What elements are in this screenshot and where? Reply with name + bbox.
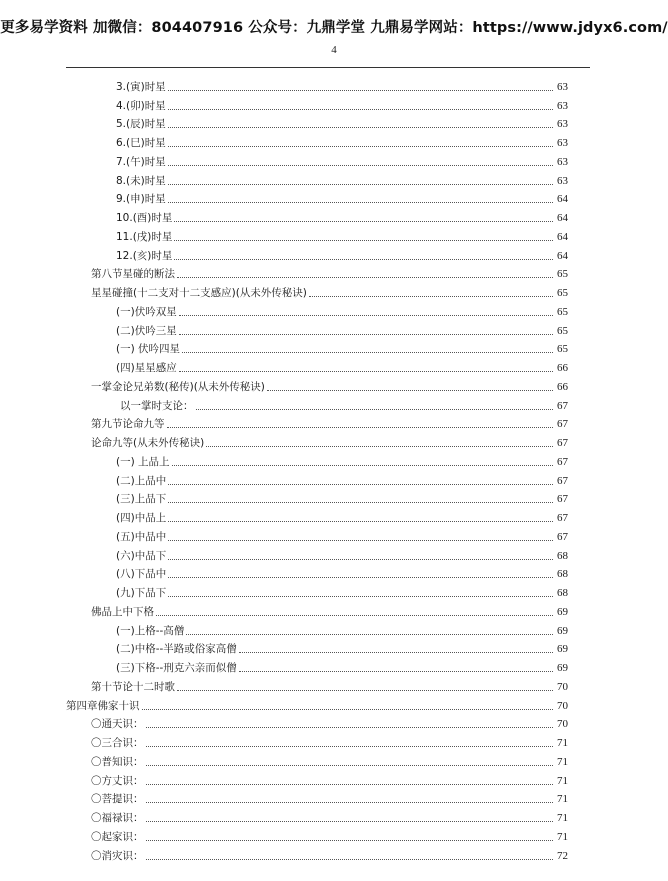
toc-entry-page-number: 67 (557, 474, 568, 487)
dot-leader (167, 427, 554, 428)
toc-entry-title: 第八节星碰的断法 (91, 268, 175, 281)
toc-entry-title: (二)上品中 (116, 474, 167, 487)
toc-entry-title: 3.(寅)时星 (116, 80, 166, 93)
toc-entry[interactable] (0, 413, 668, 432)
dot-leader (267, 390, 553, 391)
toc-entry[interactable] (0, 319, 668, 338)
toc-entry-page-number: 63 (557, 118, 568, 131)
toc-entry-page-number: 69 (557, 643, 568, 656)
toc-entry-title: 星星碰撞(十二支对十二支感应)(从未外传秘诀) (91, 287, 307, 299)
toc-entry[interactable] (0, 206, 668, 225)
toc-entry-title: 佛品上中下格 (91, 605, 154, 618)
toc-entry[interactable] (0, 225, 668, 244)
dot-leader (168, 521, 553, 522)
toc-entry-page-number: 72 (557, 849, 568, 862)
toc-entry-title: 7.(午)时星 (116, 155, 166, 168)
page-header: 更多易学资料 加微信：804407916 公众号：九鼎学堂 九鼎易学网站：https://www.jdyx6.com/ (0, 20, 668, 36)
toc-entry-page-number: 71 (557, 793, 568, 806)
toc-entry-page-number: 71 (557, 812, 568, 824)
toc-entry-page-number: 71 (557, 755, 568, 768)
toc-entry-title: 〇福禄识： (91, 812, 144, 824)
toc-entry-page-number: 66 (557, 380, 568, 393)
toc-entry-page-number: 63 (557, 174, 568, 187)
toc-entry[interactable] (0, 75, 668, 94)
toc-entry-page-number: 63 (557, 80, 568, 93)
toc-entry-page-number: 69 (557, 662, 568, 674)
dot-leader (168, 146, 553, 147)
toc-entry-page-number: 71 (557, 774, 568, 787)
toc-entry-title: (四)中品上 (116, 512, 167, 524)
dot-leader (146, 727, 554, 728)
toc-entry-title: (三)下格--刑克六亲而似僧 (116, 662, 237, 674)
dot-leader (182, 352, 553, 353)
dot-leader (186, 634, 553, 635)
toc-entry-page-number: 64 (557, 249, 568, 262)
toc-entry[interactable] (0, 281, 668, 300)
dot-leader (168, 484, 553, 485)
table-of-contents (0, 75, 668, 863)
toc-entry[interactable] (0, 544, 668, 563)
toc-entry-title: (四)星星感应 (116, 362, 177, 374)
toc-entry[interactable] (0, 750, 668, 769)
toc-entry-title: 〇普知识： (91, 755, 144, 768)
toc-entry-page-number: 68 (557, 587, 568, 599)
toc-entry-title: 〇方丈识： (91, 774, 144, 787)
dot-leader (146, 821, 554, 822)
dot-leader (146, 840, 554, 841)
toc-entry-title: 〇菩提识： (91, 793, 144, 806)
toc-entry-page-number: 71 (557, 830, 568, 843)
toc-entry-page-number: 67 (557, 399, 568, 412)
dot-leader (239, 652, 553, 653)
toc-entry[interactable] (0, 300, 668, 319)
toc-entry[interactable] (0, 694, 668, 713)
dot-leader (146, 802, 554, 803)
toc-entry[interactable] (0, 94, 668, 113)
dot-leader (168, 577, 553, 578)
toc-entry-page-number: 65 (557, 268, 568, 281)
toc-entry-page-number: 64 (557, 193, 568, 206)
dot-leader (168, 202, 553, 203)
dot-leader (168, 184, 553, 185)
toc-entry[interactable] (0, 506, 668, 525)
toc-entry[interactable] (0, 806, 668, 825)
toc-entry-title: (二)伏吟三星 (116, 324, 177, 337)
dot-leader (174, 221, 553, 222)
dot-leader (179, 315, 553, 316)
toc-entry[interactable] (0, 488, 668, 507)
toc-entry[interactable] (0, 450, 668, 469)
toc-entry[interactable] (0, 731, 668, 750)
toc-entry-title: (五)中品中 (116, 530, 167, 543)
toc-entry[interactable] (0, 431, 668, 450)
dot-leader (168, 109, 553, 110)
dot-leader (179, 334, 553, 335)
toc-entry[interactable] (0, 131, 668, 150)
toc-entry[interactable] (0, 844, 668, 863)
toc-entry[interactable] (0, 581, 668, 600)
toc-entry-page-number: 66 (557, 362, 568, 374)
toc-entry[interactable] (0, 469, 668, 488)
toc-entry[interactable] (0, 563, 668, 582)
toc-entry-title: 〇通天识： (91, 718, 144, 731)
toc-entry[interactable] (0, 356, 668, 375)
dot-leader (174, 240, 553, 241)
toc-entry[interactable] (0, 713, 668, 732)
toc-entry-page-number: 65 (557, 287, 568, 299)
toc-entry-title: 第十节论十二时歌 (91, 680, 175, 693)
toc-entry-page-number: 65 (557, 305, 568, 318)
toc-entry[interactable] (0, 375, 668, 394)
toc-entry[interactable] (0, 656, 668, 675)
toc-entry-title: (一) 伏吟四星 (116, 343, 181, 356)
toc-entry-title: 一掌金论兄弟数(秘传)(从未外传秘诀) (91, 380, 265, 393)
toc-entry-title: 以一掌时支论： (120, 399, 194, 412)
dot-leader (177, 690, 553, 691)
toc-entry-page-number: 67 (557, 493, 568, 506)
toc-entry[interactable] (0, 638, 668, 657)
toc-entry-page-number: 67 (557, 512, 568, 524)
toc-entry-title: (一)上格--高僧 (116, 624, 185, 637)
dot-leader (168, 559, 553, 560)
toc-entry-page-number: 70 (557, 699, 568, 712)
dot-leader (168, 90, 553, 91)
toc-entry-title: (六)中品下 (116, 549, 167, 562)
dot-leader (142, 709, 554, 710)
dot-leader (168, 127, 553, 128)
toc-entry-title: 论命九等(从未外传秘诀) (91, 437, 205, 449)
dot-leader (179, 371, 553, 372)
dot-leader (168, 540, 553, 541)
toc-entry-title: 12.(亥)时星 (116, 249, 173, 262)
toc-entry[interactable] (0, 169, 668, 188)
toc-entry-page-number: 63 (557, 99, 568, 112)
toc-entry[interactable] (0, 525, 668, 544)
toc-entry-title: 〇消灾识： (91, 849, 144, 862)
dot-leader (172, 465, 553, 466)
toc-entry-page-number: 68 (557, 549, 568, 562)
toc-entry[interactable] (0, 394, 668, 413)
toc-entry-page-number: 69 (557, 624, 568, 637)
dot-leader (168, 502, 553, 503)
toc-entry-title: 6.(巳)时星 (116, 137, 166, 149)
toc-entry-page-number: 69 (557, 605, 568, 618)
toc-entry-title: 5.(辰)时星 (116, 118, 166, 131)
dot-leader (168, 165, 553, 166)
toc-entry-page-number: 70 (557, 718, 568, 731)
toc-entry-title: (三)上品下 (116, 493, 167, 506)
toc-entry-page-number: 67 (557, 530, 568, 543)
dot-leader (146, 784, 554, 785)
toc-entry[interactable] (0, 113, 668, 132)
toc-entry[interactable] (0, 244, 668, 263)
dot-leader (168, 596, 553, 597)
toc-entry[interactable] (0, 619, 668, 638)
toc-entry[interactable] (0, 788, 668, 807)
toc-entry-title: 〇三合识： (91, 737, 144, 749)
dot-leader (146, 746, 554, 747)
toc-entry-title: (二)中格--半路或俗家高僧 (116, 643, 237, 656)
toc-entry[interactable] (0, 825, 668, 844)
toc-entry[interactable] (0, 600, 668, 619)
toc-entry-page-number: 64 (557, 212, 568, 224)
toc-entry-page-number: 70 (557, 680, 568, 693)
dot-leader (206, 446, 553, 447)
dot-leader (156, 615, 553, 616)
dot-leader (174, 259, 553, 260)
dot-leader (146, 765, 554, 766)
toc-entry[interactable] (0, 338, 668, 357)
toc-entry-title: 10.(酉)时星 (116, 212, 173, 224)
toc-entry-page-number: 64 (557, 230, 568, 243)
toc-entry-page-number: 67 (557, 418, 568, 431)
dot-leader (146, 859, 554, 860)
dot-leader (177, 277, 553, 278)
toc-entry-title: 第四章佛家十识 (66, 699, 140, 712)
toc-entry-page-number: 63 (557, 137, 568, 149)
header-divider (66, 67, 590, 68)
toc-entry-title: (一)伏吟双星 (116, 305, 177, 318)
toc-entry-page-number: 65 (557, 324, 568, 337)
toc-entry-page-number: 71 (557, 737, 568, 749)
toc-entry-title: (九)下品下 (116, 587, 167, 599)
toc-entry-page-number: 67 (557, 437, 568, 449)
toc-entry[interactable] (0, 188, 668, 207)
toc-entry[interactable] (0, 263, 668, 282)
toc-entry-title: (一) 上品上 (116, 455, 170, 468)
toc-entry-title: 〇起家识： (91, 830, 144, 843)
toc-entry-title: 8.(未)时星 (116, 174, 166, 187)
page-number: 4 (331, 44, 337, 56)
dot-leader (239, 671, 553, 672)
toc-entry-page-number: 67 (557, 455, 568, 468)
toc-entry[interactable] (0, 675, 668, 694)
toc-entry-title: 4.(卯)时星 (116, 99, 166, 112)
dot-leader (309, 296, 553, 297)
toc-entry-page-number: 63 (557, 155, 568, 168)
toc-entry-page-number: 65 (557, 343, 568, 356)
toc-entry-title: 11.(戌)时星 (116, 230, 173, 243)
toc-entry[interactable] (0, 150, 668, 169)
toc-entry-title: 9.(申)时星 (116, 193, 166, 206)
dot-leader (196, 409, 554, 410)
toc-entry-title: (八)下品中 (116, 568, 167, 581)
toc-entry-page-number: 68 (557, 568, 568, 581)
toc-entry-title: 第九节论命九等 (91, 418, 165, 431)
toc-entry[interactable] (0, 769, 668, 788)
